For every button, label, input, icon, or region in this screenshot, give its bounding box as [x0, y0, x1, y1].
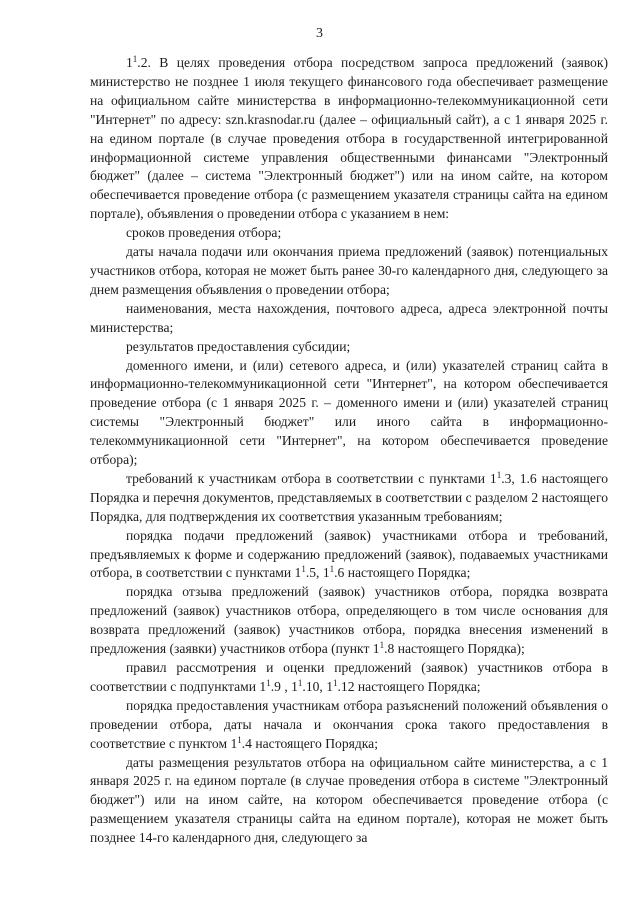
superscript: 1 [329, 564, 335, 575]
superscript: 1 [132, 54, 138, 64]
superscript: 1 [297, 677, 303, 688]
superscript: 1 [496, 469, 502, 480]
paragraph-item: порядка подачи предложений (заявок) участниками отбора и требований, предъявляемых к форме и содержанию предложений (заявок), подаваемых участниками отбора, в соответствии с пунктами $1^1.5$, $1^1.6$ настоящего Порядка; [90, 527, 608, 581]
page-number: 3 [316, 26, 323, 41]
superscript: 1 [333, 677, 338, 688]
paragraph-item: требований к участникам отбора в соответствии с пунктами $1^1.3$, 1.6 настоящего Порядка и перечня документов, представляемых в соответствии с разделом 2 настоящего Порядка, для подтверждения их соответствия указанным требованиям; [90, 469, 609, 524]
paragraph-item: доменного имени, и (или) сетевого адреса, и (или) указателей страниц сайта в информационно-телекоммуникационной сети "Интернет", на котором обеспечивается проведение отбора (с 1 января 2025 г. – доменного имени и (или) указателей страниц системы "Электронный бюджет" или иного сайта в информационно-телекоммуникационной сети "Интернет", на котором обеспечивается проведение отбора); [90, 357, 608, 468]
superscript: 1 [237, 734, 242, 745]
superscript: 1 [301, 564, 306, 575]
paragraph-item: порядка предоставления участникам отбора разъяснений положений объявления о проведении отбора, даты начала и окончания срока такого предоставления в соответствие с пунктом $1^1.4$ настоящего Порядка; [90, 697, 608, 751]
superscript: 1 [379, 640, 385, 651]
paragraph-item: результатов предоставления субсидии; [126, 338, 351, 354]
paragraph-clause-1-2: $1^1.2$. В целях проведения отбора посредством запроса предложений (заявок) министерство не позднее 1 июля текущего финансового года обеспечивает размещение на официальном сайте министерства в информационно-телекоммуникационной сети "Интернет" по адресу: szn.krasnodar.ru (далее – официальный сайт), а с 1 января 2025 г. на едином портале (в случае проведения отбора в государственной интегрированной информационной системе управления общественными финансами "Электронный бюджет" (далее – система "Электронный бюджет") или на ином сайте, на котором обеспечивается проведение отбора (с размещением указателя страницы сайта на едином портале), объявления о проведении отбора с указанием в нем: [90, 54, 608, 222]
document-body [90, 54, 608, 848]
paragraph-item: правил рассмотрения и оценки предложений (заявок) участников отбора в соответствии с подпунктами $1^1.9$ , $1^1.10$, $1^1.12$ настоящего Порядка; [90, 660, 608, 694]
paragraph-item: наименования, места нахождения, почтового адреса, адреса электронной почты министерства; [90, 300, 608, 335]
superscript: 1 [266, 677, 271, 688]
paragraph-item: сроков проведения отбора; [126, 225, 282, 241]
paragraph-item: даты размещения результатов отбора на официальном сайте министерства, а с 1 января 2025 г. на едином портале (в случае проведения отбора в системе "Электронный бюджет") или на ином сайте, на котором обеспечивается проведение отбора (с размещением указателя страницы сайта на едином портале), которая не может быть позднее 14-го календарного дня, следующего за [90, 754, 608, 846]
paragraph-item: порядка отзыва предложений (заявок) участников отбора, порядка возврата предложений (заявок) участников отбора, определяющего в том числе основания для возврата предложений (заявок) участников отбора, порядка внесения изменений в предложения (заявки) участников отбора (пункт $1^1.8$ настоящего Порядка); [90, 584, 608, 657]
paragraph-item: даты начала подачи или окончания приема предложений (заявок) потенциальных участников отбора, которая не может быть ранее 30-го календарного дня, следующего за днем размещения объявления о проведении отбора; [90, 244, 608, 297]
